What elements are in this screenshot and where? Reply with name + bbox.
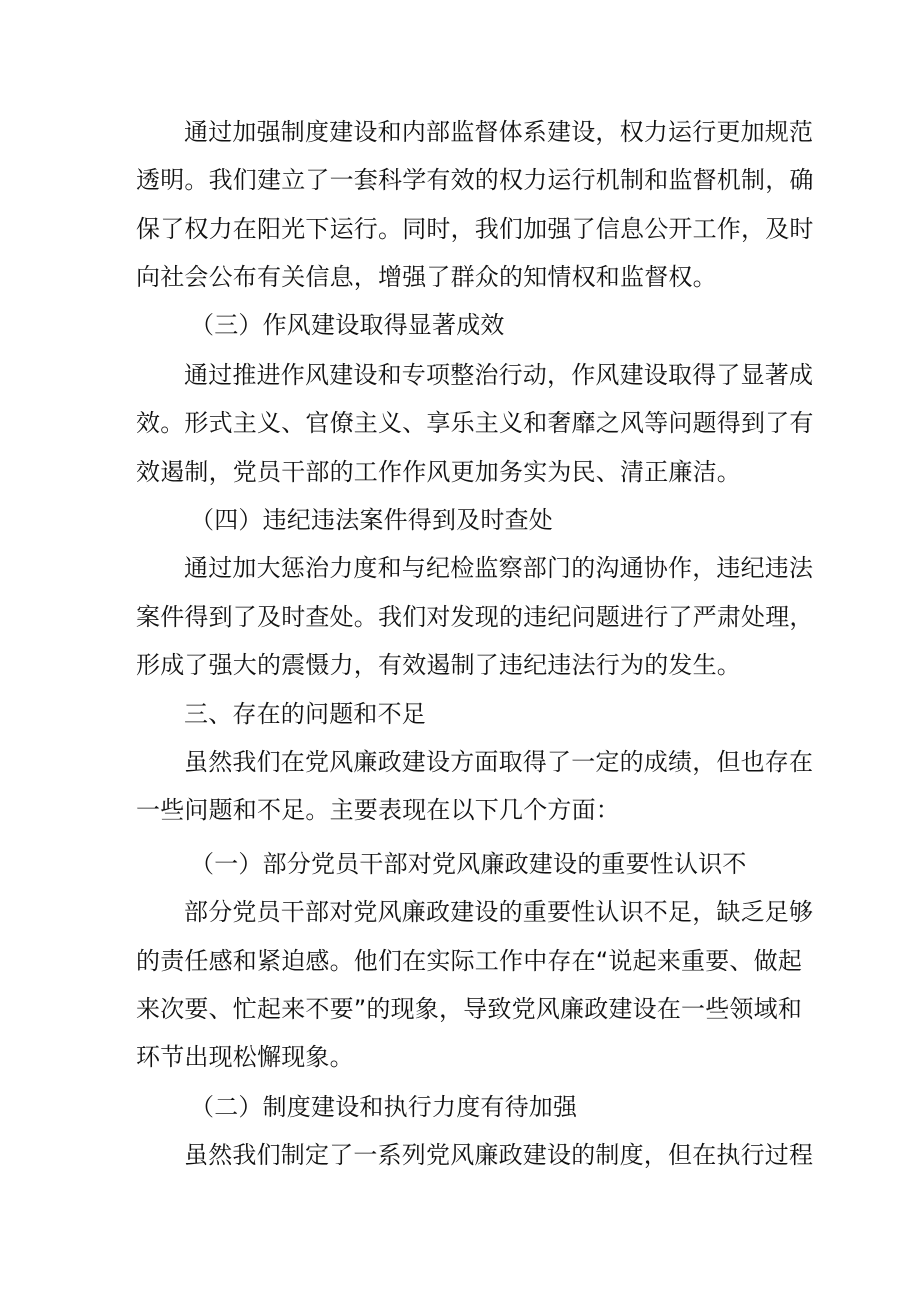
body-line: 来次要、忙起来不要”的现象，导致党风廉政建设在一些领域和	[136, 995, 803, 1023]
body-line: 效。形式主义、官僚主义、享乐主义和奢靡之风等问题得到了有	[136, 409, 814, 437]
body-line: 保了权力在阳光下运行。同时，我们加强了信息公开工作，及时	[136, 215, 814, 243]
body-line: 环节出现松懈现象。	[136, 1043, 354, 1071]
body-line: 虽然我们在党风廉政建设方面取得了一定的成绩，但也存在	[184, 748, 814, 776]
body-line: 的责任感和紧迫感。他们在实际工作中存在“说起来重要、做起	[136, 947, 803, 975]
section-heading: （四）违纪违法案件得到及时查处	[190, 506, 553, 534]
body-line: 部分党员干部对党风廉政建设的重要性认识不足，缺乏足够	[184, 898, 814, 926]
body-line: 通过加强制度建设和内部监督体系建设，权力运行更加规范	[184, 118, 814, 146]
body-line: 一些问题和不足。主要表现在以下几个方面：	[136, 796, 620, 824]
section-heading: （二）制度建设和执行力度有待加强	[190, 1093, 578, 1121]
body-line: 案件得到了及时查处。我们对发现的违纪问题进行了严肃处理，	[136, 603, 814, 631]
body-line: 效遏制，党员干部的工作作风更加务实为民、清正廉洁。	[136, 458, 741, 486]
body-line: 通过加大惩治力度和与纪检监察部门的沟通协作，违纪违法	[184, 554, 814, 582]
body-line: 形成了强大的震慑力，有效遏制了违纪违法行为的发生。	[136, 651, 741, 679]
section-heading: （三）作风建设取得显著成效	[190, 311, 505, 339]
body-line: 通过推进作风建设和专项整治行动，作风建设取得了显著成	[184, 361, 814, 389]
body-line: 虽然我们制定了一系列党风廉政建设的制度，但在执行过程	[184, 1141, 814, 1169]
chapter-heading: 三、存在的问题和不足	[184, 700, 426, 728]
body-line: 透明。我们建立了一套科学有效的权力运行机制和监督机制，确	[136, 166, 814, 194]
body-line: 向社会公布有关信息，增强了群众的知情权和监督权。	[136, 263, 717, 291]
section-heading: （一）部分党员干部对党风廉政建设的重要性认识不	[190, 850, 747, 878]
